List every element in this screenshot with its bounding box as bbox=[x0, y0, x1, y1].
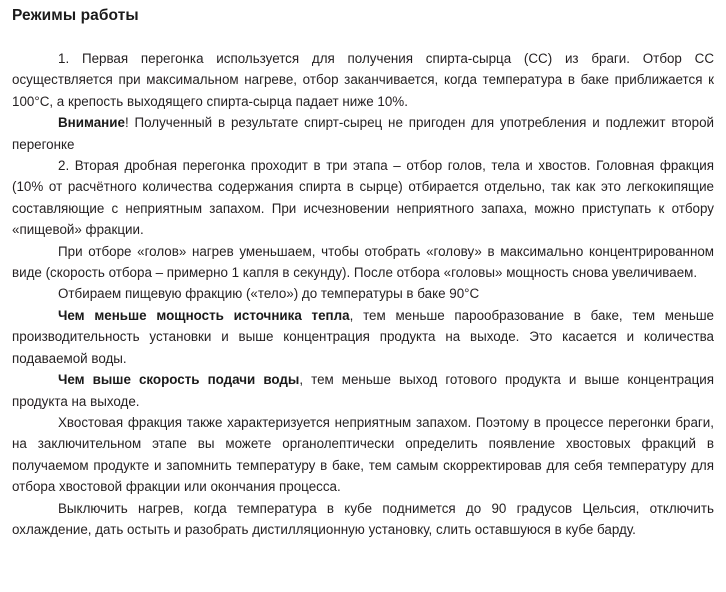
paragraph-8 bbox=[12, 412, 714, 498]
page-title: Режимы работы bbox=[12, 7, 139, 24]
paragraph-1-text: 1. Первая перегонка используется для получения спирта-сырца (СС) из браги. Отбор СС осуществляется при максимальном нагреве, отбор заканчивается, когда температура в баке приближается к 100°С, а крепость выходящего спирта-сырца падает ниже 10%. bbox=[12, 51, 714, 109]
paragraph-5-text: Отбираем пищевую фракцию («тело») до температуры в баке 90°С bbox=[58, 286, 480, 302]
document-body bbox=[12, 48, 714, 540]
paragraph-6-text: , тем меньше парообразование в баке, тем меньше производительность установки и выше концентрация продукта на выходе. Это касается и количества подаваемой воды. bbox=[12, 307, 715, 366]
paragraph-9-text: Выключить нагрев, когда температура в кубе поднимется до 90 градусов Цельсия, отключить охлаждение, дать остыть и разобрать дистилляционную установку, слить оставшуюся в кубе барду. bbox=[12, 500, 714, 537]
paragraph-7-lead-bold: Чем выше скорость подачи воды bbox=[58, 372, 300, 388]
paragraph-5 bbox=[12, 283, 714, 304]
paragraph-2-lead-bold: Внимание bbox=[58, 115, 125, 131]
paragraph-4 bbox=[12, 241, 714, 284]
paragraph-6-lead-bold: Чем меньше мощность источника тепла bbox=[58, 307, 350, 323]
paragraph-3-text: 2. Вторая дробная перегонка проходит в три этапа – отбор голов, тела и хвостов. Головная фракция (10% от расчётного количества содержания спирта в сырце) отбирается отдельно, так как это легкокипящие составляющие с неприятным запахом. При исчезновении неприятного запаха, можно приступать к отбору «пищевой» фракции. bbox=[12, 158, 714, 238]
paragraph-7 bbox=[12, 369, 714, 412]
paragraph-9 bbox=[12, 498, 714, 541]
paragraph-2-text: ! Полученный в результате спирт-сырец не пригоден для употребления и подлежит второй перегонке bbox=[12, 115, 714, 152]
paragraph-7-text: , тем меньше выход готового продукта и выше концентрация продукта на выходе. bbox=[12, 372, 714, 409]
paragraph-4-text: При отборе «голов» нагрев уменьшаем, чтобы отобрать «голову» в максимально концентрированном виде (скорость отбора – примерно 1 капля в секунду). После отбора «головы» мощность снова увеличиваем. bbox=[12, 243, 714, 281]
paragraph-8-text: Хвостовая фракция также характеризуется неприятным запахом. Поэтому в процессе перегонки браги, на заключительном этапе вы можете органолептически определить появление хвостовых фракций в получаемом продукте и запомнить температуру в баке, тем самым скорректировав для себя температуру для отбора хвостовой фракции или окончания процесса. bbox=[12, 414, 714, 495]
paragraph-3 bbox=[12, 155, 714, 241]
paragraph-6 bbox=[12, 305, 714, 369]
paragraph-1 bbox=[12, 48, 714, 112]
paragraph-2 bbox=[12, 112, 714, 155]
